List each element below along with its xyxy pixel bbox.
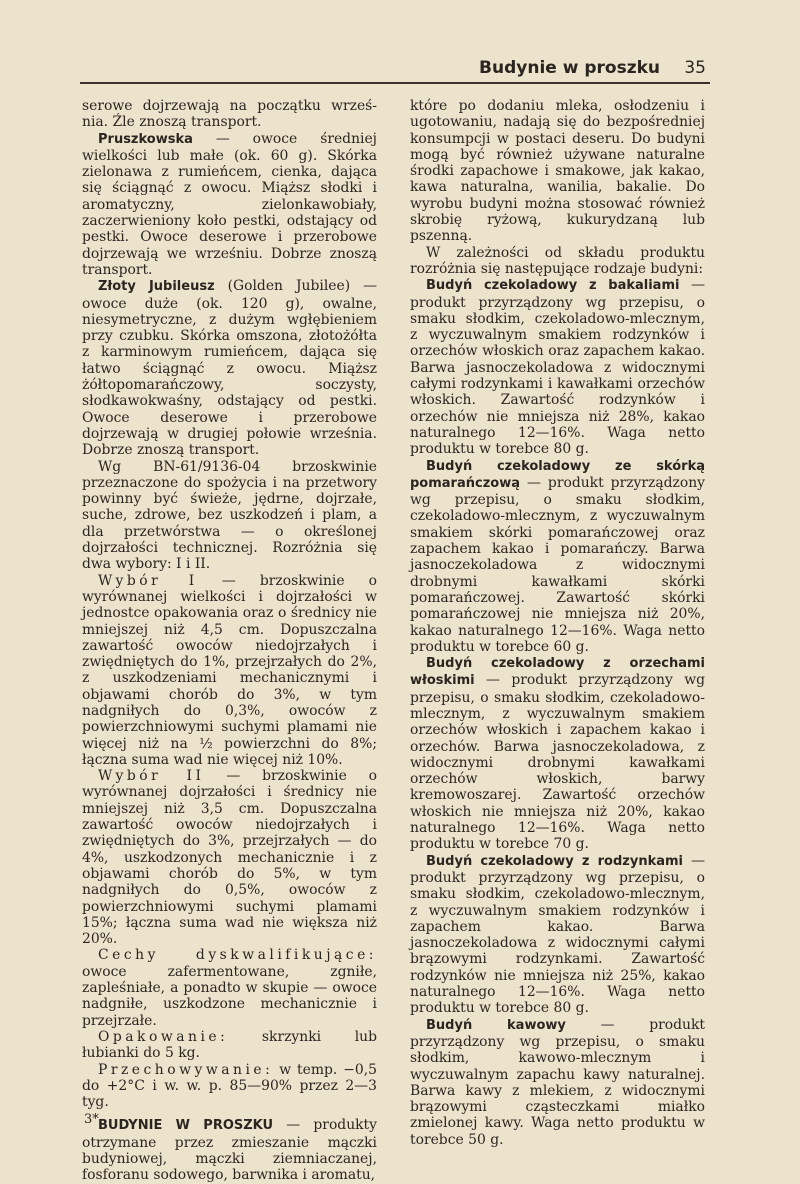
term: Budyń czekoladowy z orzechami włoskimi	[410, 656, 705, 689]
paragraph-budyn-orzechy	[410, 655, 705, 853]
paragraph-text: — produkt przyrządzony wg przepisu, o smaku słodkim, czekoladowo-mlecznym, z wyczuwalnym smakiem skórki pomarańczowej oraz zapachem kakao i pomarańczy. Barwa jasnoczekoladowa z widocznymi drobnymi kawałkami skórki pomarańczowej. Zawartość skórki pomarańczowej nie mniejsza niż 20%, kakao naturalnego 12—16%. Waga netto produktu w torebce 60 g.	[410, 474, 705, 655]
left-column	[82, 98, 377, 1184]
page-number: 35	[684, 58, 706, 78]
paragraph-text: — owoce średniej wielkości lub małe (ok. 60 g). Skórka zielonawa z rumieńcem, cienka, dająca się ściągnąć z owocu. Miąższ słodki i aromatyczny, zielonkawobiały, zaczerwieniony koło pestki, odstający od pestki. Owoce deserowe i przerobowe dojrzewają we wrześniu. Dobrze znoszą transport.	[82, 130, 377, 278]
paragraph-zloty-jubileusz	[82, 278, 377, 458]
paragraph: W zależności od składu produktu rozróżnia się następujące rodzaje budyni:	[410, 244, 705, 277]
paragraph-text: w temp. −0,5 do +2°C i w. w. p. 85—90% przez 2—3 tyg.	[82, 1061, 377, 1111]
term: BUDYNIE W PROSZKU	[98, 1118, 274, 1134]
term: Budyń czekoladowy z bakaliami	[426, 278, 680, 294]
paragraph-text: — produkt przyrządzony wg przepisu, o smaku słodkim, kawowo-mlecznym i wyczuwalnym zapachu kawy naturalnej. Barwa kawy z mlekiem, z widocznymi brązowymi cząsteczkami miałko zmielonej kawy. Waga netto produktu w torebce 50 g.	[410, 1016, 705, 1148]
term: Złoty Jubileusz	[98, 279, 215, 295]
paragraph-text: — produkty otrzymane przez zmieszanie mączki budyniowej, mączki ziemniaczanej, fosforanu sodowego, barwnika i aromatu,	[82, 1117, 377, 1184]
term: Budyń czekoladowy ze skórką pomarańczową	[410, 458, 705, 491]
paragraph-text: — produkt przyrządzony wg przepisu, o smaku słodkim, czekoladowo-mlecznym, z wyczuwalnym smakiem orzechów włoskich i zapachem kakao i orzechów. Barwa jasnoczekoladowa, z widocznymi drobnymi kawałkami orzechów włoskich, barwy kremowoszarej. Zawartość orzechów włoskich nie mniejsza niż 20%, kakao naturalnego 12—16%. Waga netto produktu w torebce 70 g.	[410, 672, 705, 853]
header-rule	[80, 82, 710, 84]
term: Pruszkowska	[98, 131, 193, 147]
paragraph-text: — brzoskwinie o wyrównanej dojrzałości i średnicy nie mniejszej niż 3,5 cm. Dopuszczalna zawartość owoców niedojrzałych i zwiędniętych do 3%, przejrzałych — do 4%, uszkodzonych mechanicznie i z objawami chorób do 5%, w tym nadgniłych do 0,5%, owoców z powierzchniowymi suchymi plamami 15%; łączna suma wad nie większa niż 20%.	[82, 768, 377, 948]
paragraph-budyn-rodzynki	[410, 853, 705, 1017]
term: Cechy dyskwalifikujące:	[98, 947, 377, 964]
paragraph-budynie	[82, 1117, 377, 1183]
paragraph-budyn-pomarancza	[410, 458, 705, 656]
paragraph: serowe dojrzewają na początku wrześ-nia. Źle znoszą transport.	[82, 98, 377, 131]
term: Przechowywanie:	[98, 1061, 274, 1078]
paragraph-cechy	[82, 947, 377, 1028]
term: Budyń kawowy	[426, 1017, 566, 1033]
paragraph-opakowanie	[82, 1029, 377, 1062]
paragraph-wybor-2	[82, 768, 377, 947]
term: Opakowanie:	[98, 1028, 229, 1045]
term: Budyń czekoladowy z rodzynkami	[426, 853, 683, 869]
paragraph-text: — produkt przyrządzony wg przepisu, o smaku słodkim, czekoladowo-mlecznym, z wyczuwalnym smakiem rodzynków i zapachem kakao. Barwa jasnoczekoladowa z widocznymi całymi brązowymi rodzynkami. Zawartość rodzynków nie mniejsza niż 25%, kakao naturalnego 12—16%. Waga netto produktu w torebce 80 g.	[410, 852, 705, 1017]
right-column	[410, 98, 705, 1148]
paragraph-pruszkowska	[82, 131, 377, 279]
term: Wybór I	[98, 572, 198, 589]
paragraph-text: skrzynki lub łubianki do 5 kg.	[82, 1028, 377, 1062]
signature-mark: 3*	[84, 1112, 99, 1127]
term: Wybór II	[98, 768, 205, 785]
paragraph-budyn-bakalie	[410, 277, 705, 457]
paragraph-przechowywanie	[82, 1062, 377, 1111]
running-title: Budynie w proszku	[479, 58, 660, 78]
paragraph-text: (Golden Jubilee) — owoce duże (ok. 120 g), owalne, niesymetryczne, z dużym wgłębieniem przy czubku. Skórka omszona, złotożółta z karminowym rumieńcem, dająca się łatwo ściągnąć z owocu. Miąższ żółtopomarańczowy, soczysty, słodkawokwaśny, odstający od pestki. Owoce deserowe i przerobowe dojrzewają w drugiej połowie września. Dobrze znoszą transport.	[82, 278, 377, 459]
paragraph-text: — brzoskwinie o wyrównanej wielkości i dojrzałości w jednostce opakowania oraz o średnicy nie mniejszej niż 4,5 cm. Dopuszczalna zawartość owoców niedojrzałych i zwiędniętych do 1%, przejrzałych do 2%, z uszkodzeniami mechanicznymi i objawami chorób do 3%, w tym nadgniłych do 0,3%, owoców z powierzchniowymi suchymi plamami nie więcej niż na ½ powierzchni do 8%; łączna suma wad nie więcej niż 10%.	[82, 572, 378, 768]
paragraph: które po dodaniu mleka, osłodzeniu i ugotowaniu, nadają się do bezpośredniej konsumpcji w postaci deseru. Do budyni mogą być również używane naturalne środki zapachowe i smakowe, jak kakao, kawa naturalna, wanilia, bakalie. Do wyrobu budyni można stosować również skrobię ryżową, kukurydzaną lub pszenną.	[410, 98, 705, 245]
paragraph-text: — produkt przyrządzony wg przepisu, o smaku słodkim, czekoladowo-mlecznym, z wyczuwalnym smakiem rodzynków i orzechów włoskich oraz zapachem kakao. Barwa jasnoczekoladowa z widocznymi całymi rodzynkami i kawałkami orzechów włoskich. Zawartość rodzynków i orzechów nie mniejsza niż 28%, kakao naturalnego 12—16%. Waga netto produktu w torebce 80 g.	[410, 277, 705, 458]
paragraph-text: owoce zafermentowane, zgniłe, zapleśniałe, a ponadto w skupie — owoce nadgniłe, uszkodzone mechanicznie i przejrzałe.	[82, 963, 377, 1029]
paragraph-budyn-kawowy	[410, 1017, 705, 1148]
paragraph-wybor-1	[82, 573, 377, 769]
paragraph-standard: Wg BN-61/9136-04 brzoskwinie przeznaczone do spożycia i na przetwory powinny być świeże, jędrne, dojrzałe, suche, zdrowe, bez uszkodzeń i plam, a dla przetwórstwa — o określonej dojrzałości technicznej. Rozróżnia się dwa wybory: I i II.	[82, 458, 377, 573]
